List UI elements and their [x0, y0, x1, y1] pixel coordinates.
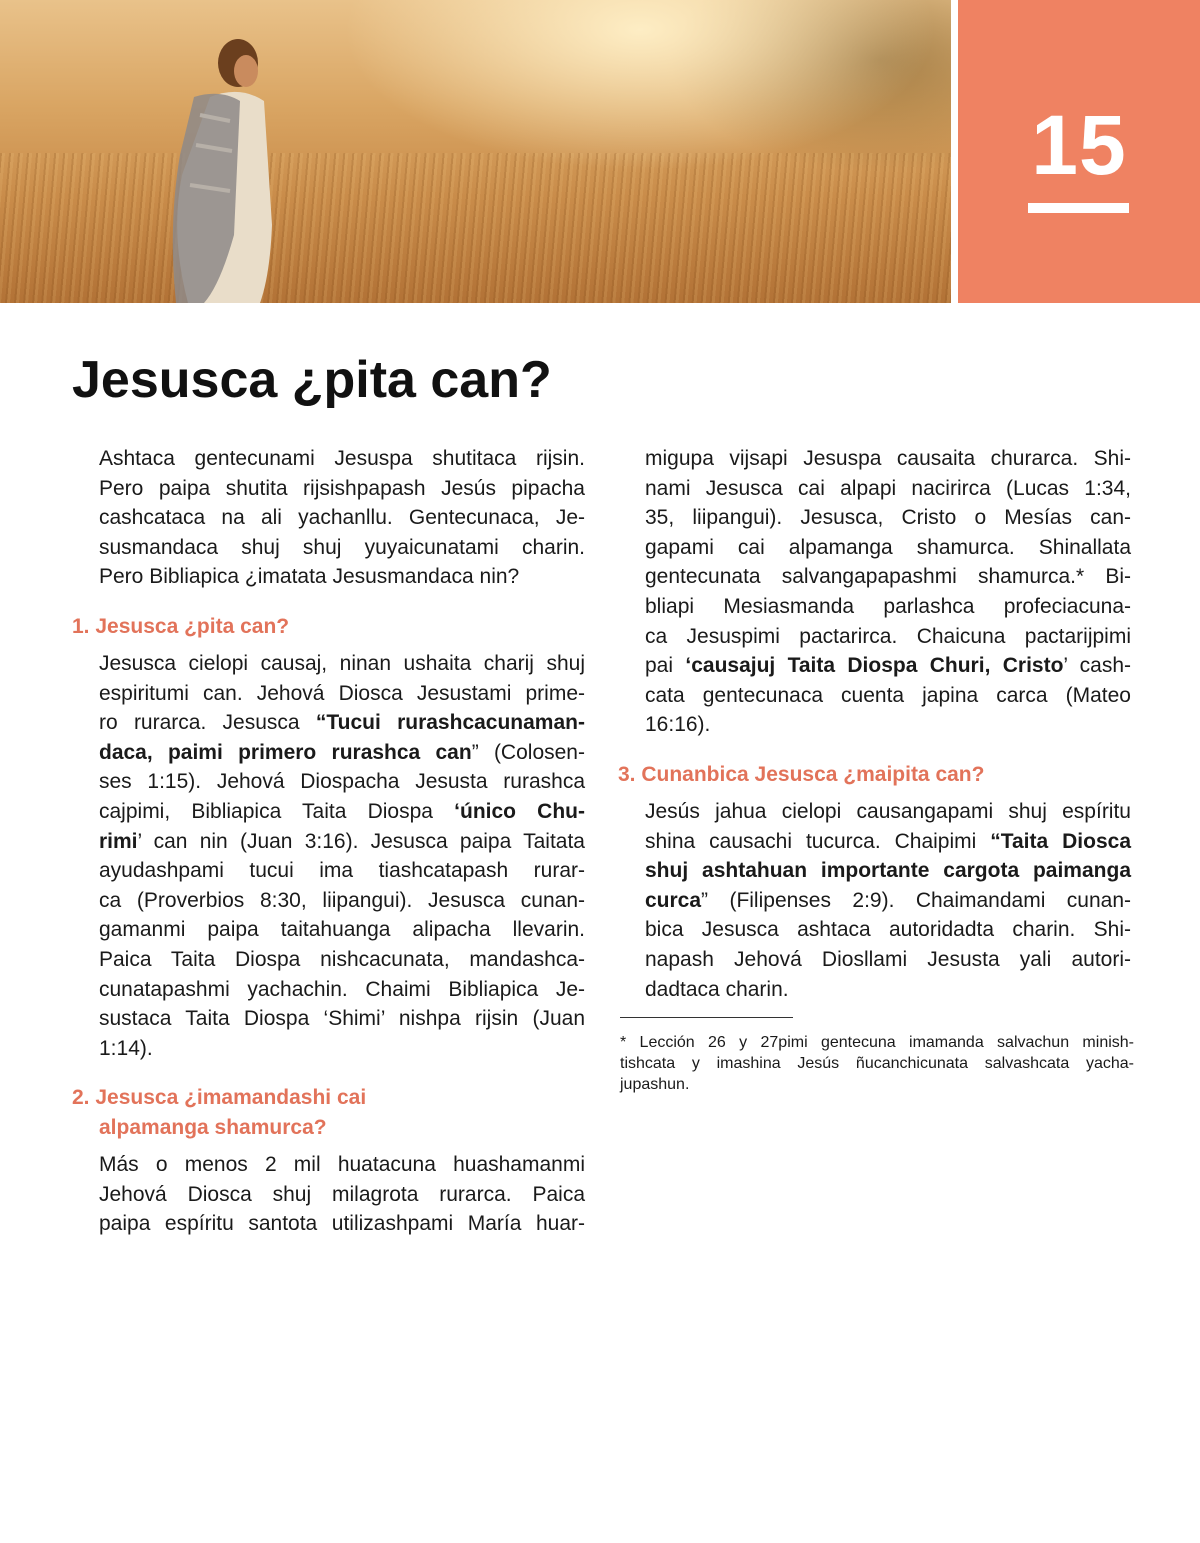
text-segment: Paica Taita Diospa nishcacunata, mandashca-: [99, 947, 585, 971]
text-line: [99, 767, 585, 797]
text-line: [99, 738, 585, 768]
bold-text: daca, paimi primero rurashca can: [99, 740, 472, 764]
paragraph: [645, 444, 1131, 740]
text-line: [99, 533, 585, 563]
text-line: [99, 474, 585, 504]
chapter-underline: [1028, 203, 1129, 213]
section-heading: [618, 760, 1138, 790]
text-line: [99, 708, 585, 738]
text-line: [645, 886, 1131, 916]
text-segment: espiritumi can. Jehová Diosca Jesustami prime-: [99, 681, 585, 705]
text-segment: ses 1:15). Jehová Diospacha Jesusta rurashca: [99, 770, 585, 794]
text-segment: gamanmi paipa taitahuanga alipacha llevarin.: [99, 918, 585, 942]
text-segment: napash Jehová Diosllami Jesusta yali autori-: [645, 947, 1131, 971]
text-line: [645, 827, 1131, 857]
text-line: [99, 1004, 585, 1034]
text-segment: Jesús jahua cielopi causangapami shuj espíritu: [645, 799, 1131, 823]
paragraph: [99, 444, 585, 592]
text-segment: ” (Filipenses 2:9). Chaimandami cunan-: [701, 888, 1131, 912]
text-segment: cajpimi, Bibliapica Taita Diospa: [99, 799, 455, 823]
text-segment: Jesusca cielopi causaj, ninan ushaita charij shuj: [99, 651, 585, 675]
text-segment: migupa vijsapi Jesuspa causaita churarca. Shi-: [645, 447, 1131, 470]
chapter-number: 15: [1031, 98, 1127, 192]
text-segment: cata gentecunaca cuenta japina carca (Mateo: [645, 683, 1131, 707]
text-segment: 35, liipangui). Jesusca, Cristo o Mesías can-: [645, 506, 1131, 530]
text-segment: gentecunata salvangapapashmi shamurca.* Bi-: [645, 565, 1131, 589]
text-line: [99, 1209, 585, 1239]
text-line: [645, 474, 1131, 504]
page-title: Jesusca ¿pita can?: [72, 351, 552, 409]
section-heading: [72, 612, 592, 642]
text-line: [99, 1034, 585, 1064]
text-line: [99, 1180, 585, 1210]
text-segment: ’ can nin (Juan 3:16). Jesusca paipa Taitata: [137, 829, 585, 853]
text-line: [620, 1032, 1134, 1053]
text-segment: paipa espíritu santota utilizashpami María huar-: [99, 1212, 585, 1236]
text-segment: gapami cai alpamanga shamurca. Shinallata: [645, 535, 1131, 559]
section-heading-line: 1. Jesusca ¿pita can?: [72, 614, 290, 638]
text-line: [99, 886, 585, 916]
text-line: [645, 856, 1131, 886]
text-line: [645, 975, 1131, 1005]
text-segment: Pero Bibliapica ¿imatata Jesusmandaca nin?: [99, 565, 520, 589]
text-line: [645, 681, 1131, 711]
text-line: [645, 945, 1131, 975]
header-photo: [0, 0, 951, 303]
text-line: [645, 622, 1131, 652]
text-segment: ” (Colosen-: [471, 740, 585, 764]
bold-text: curca: [645, 888, 702, 912]
text-segment: ca (Proverbios 8:30, liipangui). Jesusca cunan-: [99, 888, 585, 912]
text-segment: Jehová Diosca shuj milagrota rurarca. Paica: [99, 1182, 585, 1206]
paragraph: [645, 797, 1131, 1004]
text-segment: bliapi Mesiasmanda parlashca profeciacuna-: [645, 594, 1131, 618]
text-line: [645, 710, 1131, 740]
paragraph: [99, 1150, 585, 1239]
text-line: [645, 592, 1131, 622]
text-line: [645, 915, 1131, 945]
text-segment: 1:14).: [99, 1036, 153, 1060]
chapter-number-box: [958, 0, 1200, 303]
text-segment: jupashun.: [620, 1076, 690, 1094]
text-segment: Pero paipa shutita rijsishpapash Jesús pipacha: [99, 476, 585, 500]
text-line: [645, 533, 1131, 563]
section-heading-line: alpamanga shamurca?: [99, 1116, 327, 1140]
text-line: [99, 945, 585, 975]
text-line: [645, 562, 1131, 592]
text-segment: ro rurarca. Jesusca: [99, 711, 316, 735]
bold-text: ‘único Chu-: [454, 799, 585, 823]
text-segment: sustaca Taita Diospa ‘Shimi’ nishpa rijsin (Juan: [99, 1007, 585, 1031]
text-segment: shina causachi tucurca. Chaipimi: [645, 829, 991, 853]
jesus-figure-illustration: [160, 35, 280, 303]
section-heading-line: 2. Jesusca ¿imamandashi cai: [72, 1086, 367, 1110]
text-line: [99, 797, 585, 827]
field-grass: [0, 153, 951, 303]
text-segment: * Lección 26 y 27pimi gentecuna imamanda salvachun minish-: [620, 1034, 1134, 1052]
text-line: [99, 503, 585, 533]
text-segment: ’ cash-: [1063, 654, 1131, 678]
text-segment: tishcata y imashina Jesús ñucanchicunata salvashcata yacha-: [620, 1055, 1134, 1073]
text-line: [620, 1053, 1134, 1074]
paragraph: [99, 649, 585, 1063]
text-segment: dadtaca charin.: [645, 977, 789, 1001]
text-line: [99, 1150, 585, 1180]
text-line: [645, 503, 1131, 533]
text-segment: 16:16).: [645, 713, 711, 737]
section-heading-line: 3. Cunanbica Jesusca ¿maipita can?: [618, 762, 985, 786]
text-line: [99, 975, 585, 1005]
footnote: [620, 1032, 1134, 1095]
bold-text: ‘causajuj Taita Diospa Churi, Cristo: [685, 654, 1064, 678]
text-segment: ca Jesuspimi pactarirca. Chaicuna pactarijpimi: [645, 624, 1131, 648]
right-column: [618, 444, 1138, 1095]
text-line: [99, 856, 585, 886]
text-segment: ayudashpami tucui ima tiashcatapash rurar-: [99, 859, 585, 883]
text-line: [620, 1074, 1134, 1095]
text-line: [99, 444, 585, 474]
text-line: [99, 649, 585, 679]
text-segment: pai: [645, 654, 686, 678]
bold-text: rimi: [99, 829, 138, 853]
text-line: [645, 651, 1131, 681]
text-segment: cunatapashmi yachachin. Chaimi Bibliapica Je-: [99, 977, 585, 1001]
text-line: [645, 797, 1131, 827]
text-segment: nami Jesusca cai alpapi nacirirca (Lucas 1:34,: [645, 476, 1131, 500]
text-line: [645, 444, 1131, 474]
text-line: [99, 915, 585, 945]
bold-text: “Tucui rurashcacunaman-: [315, 711, 585, 735]
section-heading: [72, 1083, 592, 1143]
footnote-divider: [620, 1017, 793, 1018]
text-line: [99, 562, 585, 592]
bold-text: “Taita Diosca: [990, 829, 1131, 853]
text-line: [99, 827, 585, 857]
text-segment: Más o menos 2 mil huatacuna huashamanmi: [99, 1153, 585, 1177]
text-segment: cashcataca na ali yachanllu. Gentecunaca, Je-: [99, 506, 585, 530]
text-segment: susmandaca shuj shuj yuyaicunatami charin.: [99, 535, 585, 559]
text-line: [99, 679, 585, 709]
text-segment: Ashtaca gentecunami Jesuspa shutitaca rijsin.: [99, 447, 585, 470]
bold-text: shuj ashtahuan importante cargota paimanga: [645, 859, 1131, 883]
left-column: [72, 444, 592, 1239]
text-segment: bica Jesusca ashtaca autoridadta charin. Shi-: [645, 918, 1131, 942]
